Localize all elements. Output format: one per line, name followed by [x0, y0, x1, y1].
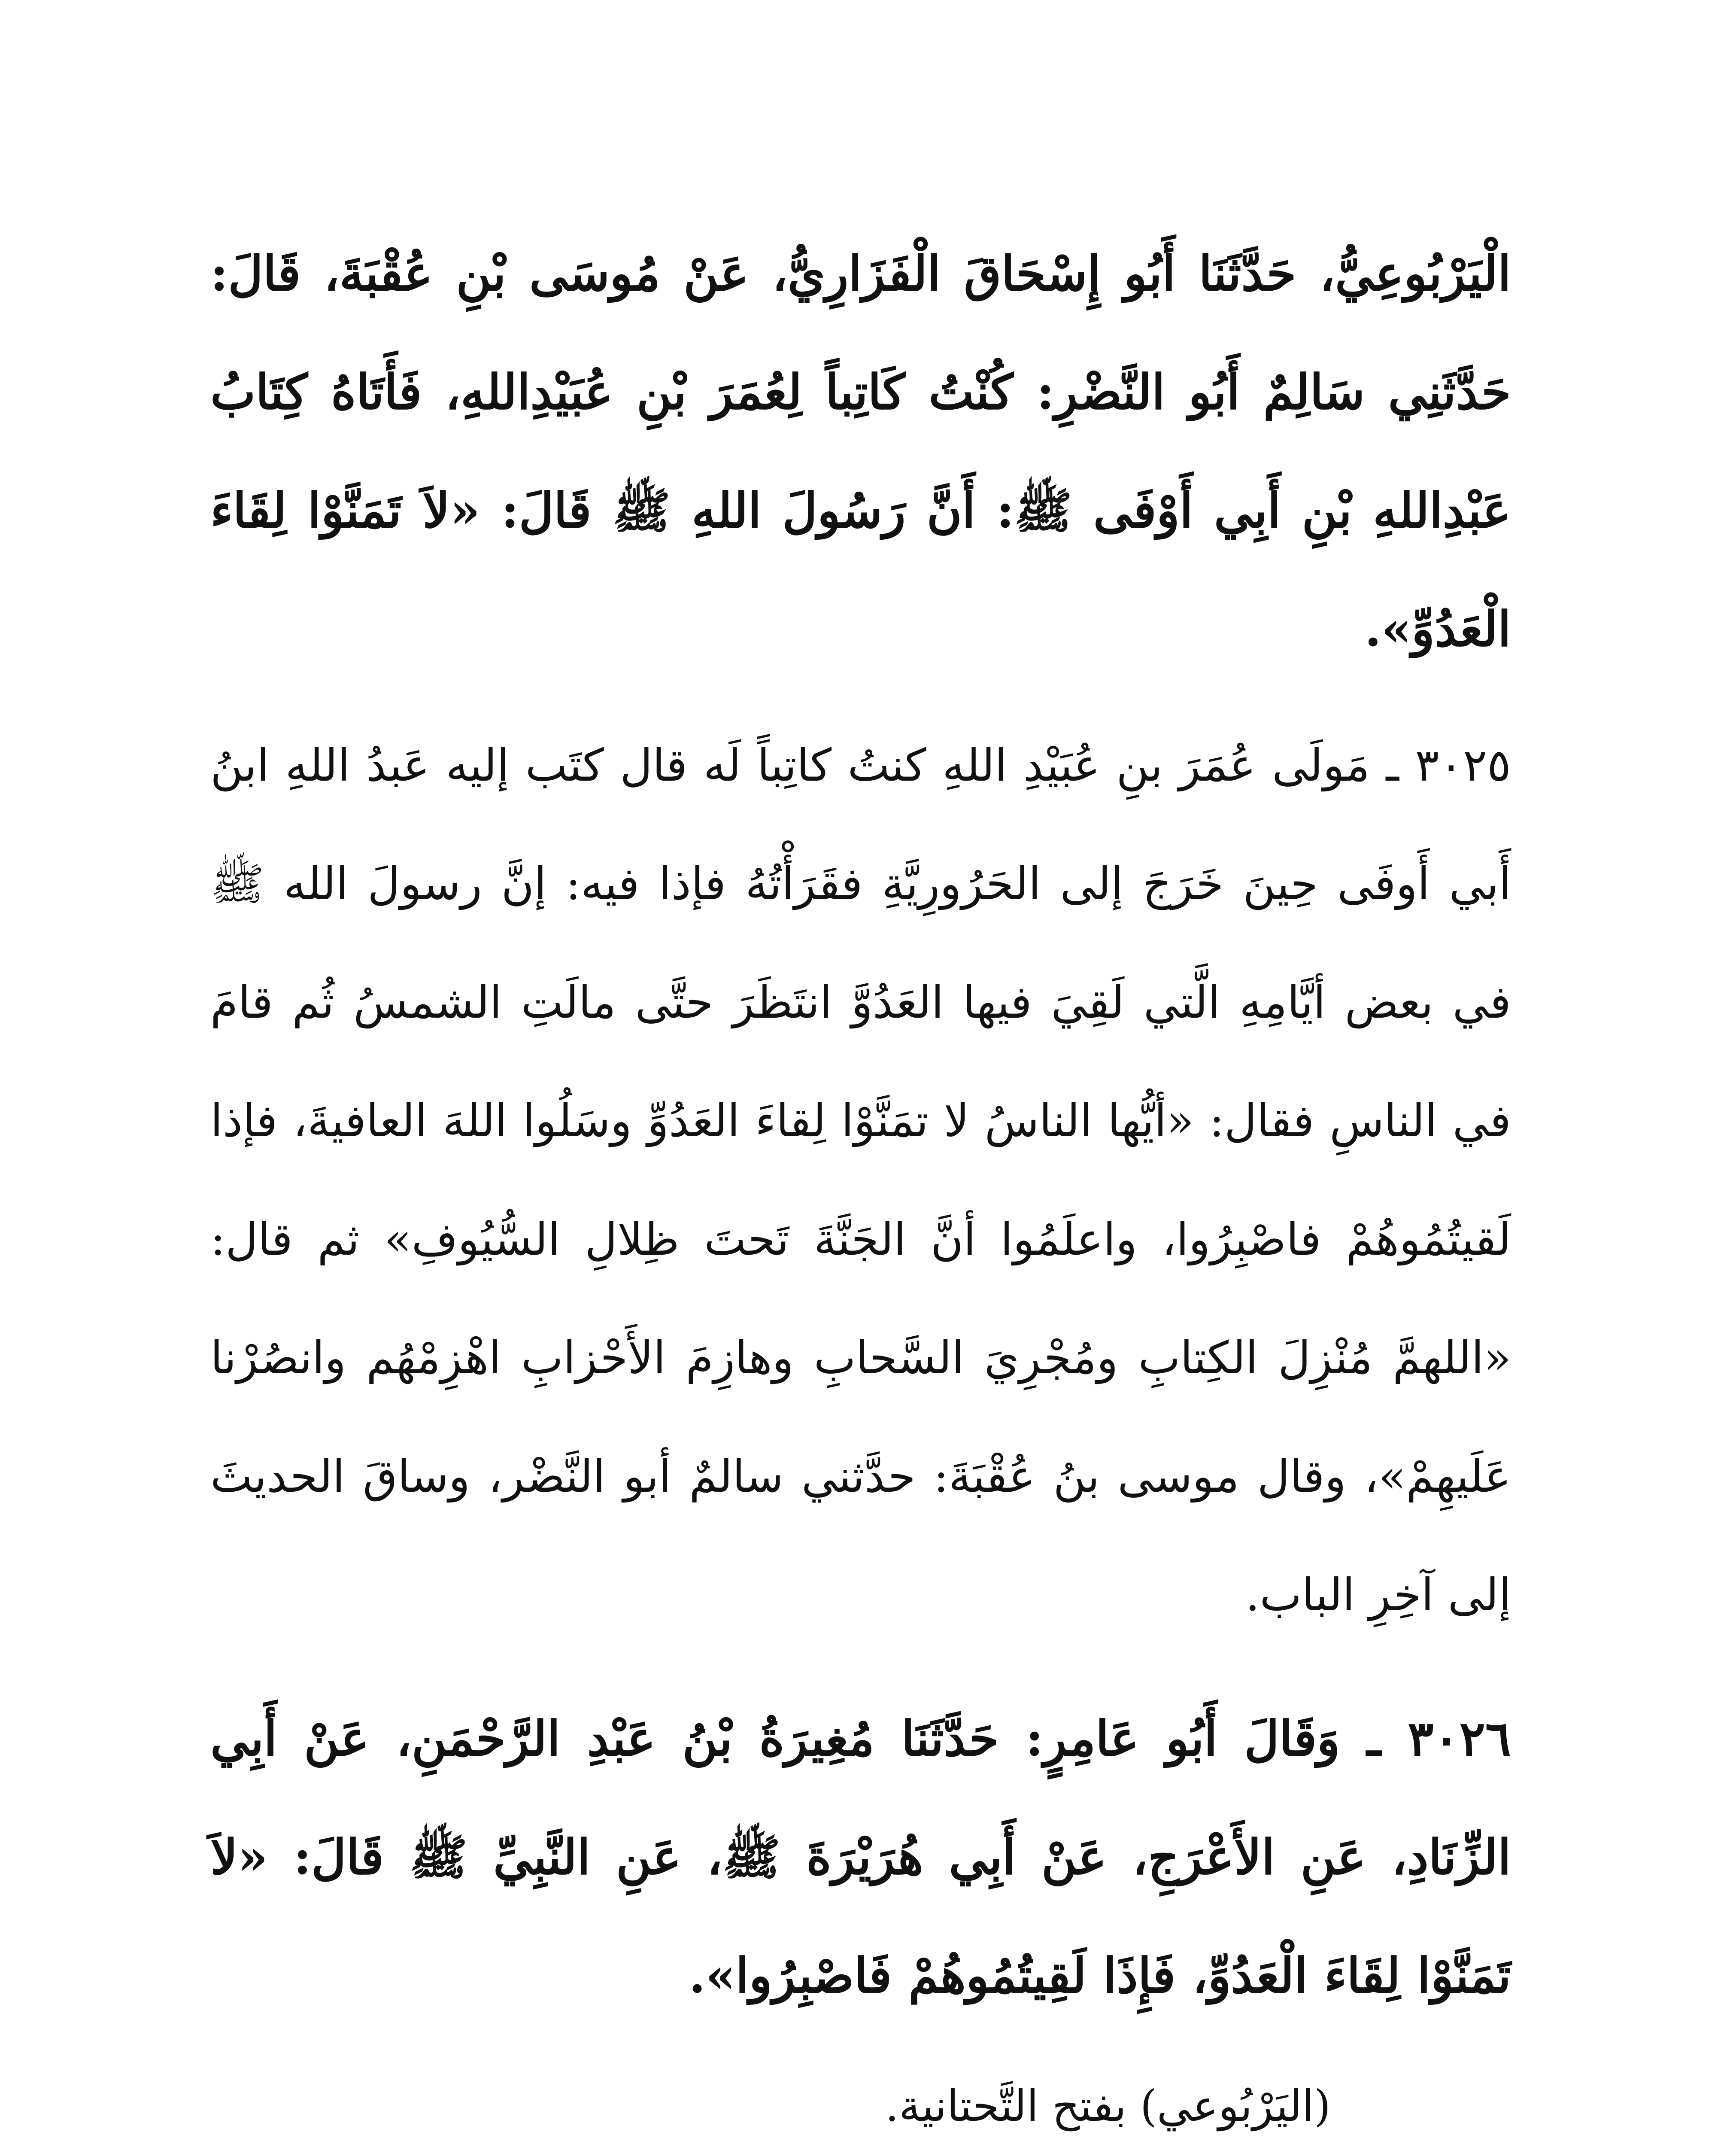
- page-body: [210, 215, 1511, 2147]
- gloss-item: (اليَرْبُوعي) بفتح التَّحتانية.: [885, 2081, 1331, 2131]
- intro-paragraph: الْيَرْبُوعِيُّ، حَدَّثَنَا أَبُو إِسْحَاقَ الْفَزَارِيُّ، عَنْ مُوسَى بْنِ عُقْبَةَ، قَالَ: حَدَّثَنِي سَالِمٌ أَبُو النَّضْرِ: كُنْتُ كَاتِباً لِعُمَرَ بْنِ عُبَيْدِاللهِ، فَأَتَاهُ كِتَابُ عَبْدِاللهِ بْنِ أَبِي أَوْفَى ﷺ: أَنَّ رَسُولَ اللهِ ﷺ قَالَ: «لاَ تَمَنَّوْا لِقَاءَ الْعَدُوِّ».: [210, 246, 1511, 657]
- glosses-list: [210, 2048, 1511, 2147]
- hadith-3026-paragraph: ٣٠٢٦ ـ وَقَالَ أَبُو عَامِرٍ: حَدَّثَنَا مُغِيرَةُ بْنُ عَبْدِ الرَّحْمَنِ، عَنْ أَبِي الزِّنَادِ، عَنِ الأَعْرَجِ، عَنْ أَبِي هُرَيْرَةَ ﷺ، عَنِ النَّبِيِّ ﷺ قَالَ: «لاَ تَمَنَّوْا لِقَاءَ الْعَدُوِّ، فَإِذَا لَقِيتُمُوهُمْ فَاصْبِرُوا».: [210, 1711, 1511, 2004]
- hadith-3025-paragraph: ٣٠٢٥ ـ مَولَى عُمَرَ بنِ عُبَيْدِ اللهِ كنتُ كاتِباً لَه قال كتَب إليه عَبدُ اللهِ ابنُ أَبي أَوفَى حِينَ خَرَجَ إلى الحَرُورِيَّةِ فقَرَأْتُهُ فإذا فيه: إنَّ رسولَ الله ﷺ في بعض أيَّامِهِ الَّتي لَقِيَ فيها العَدُوَّ انتَظَرَ حتَّى مالَتِ الشمسُ ثُم قامَ في الناسِ فقال: «أيُّها الناسُ لا تمَنَّوْا لِقاءَ العَدُوِّ وسَلُوا اللهَ العافيةَ، فإذا لَقيتُمُوهُمْ فاصْبِرُوا، واعلَمُوا أنَّ الجَنَّةَ تَحتَ ظِلالِ السُّيُوفِ» ثم قال: «اللهمَّ مُنْزِلَ الكِتابِ ومُجْرِيَ السَّحابِ وهازِمَ الأَحْزابِ اهْزِمْهُم وانصُرْنا عَلَيهِمْ»، وقال موسى بنُ عُقْبَةَ: حدَّثني سالمٌ أبو النَّضْر، وساقَ الحديثَ إلى آخِرِ الباب.: [210, 739, 1511, 1621]
